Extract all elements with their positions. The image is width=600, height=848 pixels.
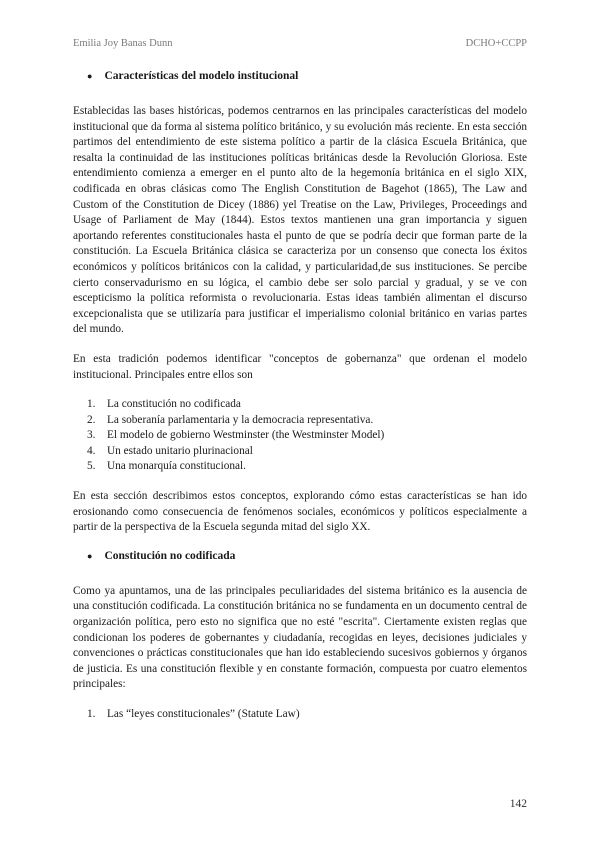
list-item-number: 1. bbox=[87, 398, 96, 411]
paragraph: En esta tradición podemos identificar "conceptos de gobernanza" que ordenan el modelo institucional. Principales entre ellos son bbox=[73, 352, 527, 381]
section-heading-text: Características del modelo institucional bbox=[104, 70, 299, 82]
list-item-number: 2. bbox=[87, 413, 96, 426]
list-item bbox=[73, 459, 527, 475]
list-item-text: Las “leyes constitucionales” (Statute Law) bbox=[107, 708, 300, 720]
list-item-number: 4. bbox=[87, 444, 96, 457]
list-item-text: La constitución no codificada bbox=[107, 398, 241, 411]
list-item bbox=[73, 707, 527, 723]
header-course: DCHO+CCPP bbox=[465, 38, 527, 49]
bullet-icon: ● bbox=[87, 71, 93, 81]
bullet-icon: ● bbox=[87, 550, 93, 561]
list-item bbox=[73, 413, 527, 429]
section-heading-text: Constitución no codificada bbox=[104, 549, 236, 562]
paragraph: Como ya apuntamos, una de las principales peculiaridades del sistema británico es la ausencia de una constitución codificada. La constitución británica no se fundamenta en un documento central de organización política, pero esto no significa que no esté "escrita". Ciertamente existen reglas que condicionan los poderes de gobernantes y ciudadanía, recogidas en leyes, decisiones judiciales y convenciones o prácticas constitucionales que han ido estableciendo sucesivos gobiernos y órganos de justicia. Es una constitución flexible y en constante formación, compuesta por cuatro elementos principales: bbox=[73, 584, 527, 691]
list-item-number: 5. bbox=[87, 460, 96, 473]
page-number: 142 bbox=[509, 798, 527, 810]
list-item-text: Un estado unitario plurinacional bbox=[107, 444, 253, 457]
section-heading bbox=[87, 550, 527, 562]
paragraph: En esta sección describimos estos conceptos, explorando cómo estas características se han ido erosionando como consecuencia de fenómenos sociales, económicos y políticos especialmente a partir de la perspectiva de la Escuela segunda mitad del siglo XX. bbox=[73, 490, 527, 534]
list-item-text: Una monarquía constitucional. bbox=[107, 460, 246, 473]
list-item-number: 3. bbox=[87, 429, 96, 442]
list-item-text: El modelo de gobierno Westminster (the Westminster Model) bbox=[107, 429, 385, 442]
list-item-text: La soberanía parlamentaria y la democracia representativa. bbox=[107, 413, 374, 426]
section-heading bbox=[87, 70, 527, 82]
list-item bbox=[73, 444, 527, 460]
numbered-list bbox=[73, 707, 527, 723]
list-item bbox=[73, 428, 527, 444]
header-author: Emilia Joy Banas Dunn bbox=[73, 38, 173, 49]
paragraph: Establecidas las bases históricas, podemos centrarnos en las principales características del modelo institucional que da forma al sistema político británico, y su evolución más reciente. En esta sección partimos del entendimiento de este sistema político a partir de la clásica Escuela Británica, que resalta la continuidad de las instituciones políticas británicas desde la Revolución Gloriosa. Este entendimiento comienza a emerger en el punto alto de la hegemonía británica en el siglo XIX, codificada en obras clásicas como The English Constitution de Bagehot (1865), The Law and Custom of the Constitution de Dicey (1886) yel Treatise on the Law, Privileges, Proceedings and Usage of Parliament de May (1844). Estos textos mantienen una gran importancia y siguen aportando referentes constitucionales hasta el punto de que se podría decir que forman parte de la constitución. La Escuela Británica clásica se caracteriza por un consenso que conecta los éxitos económicos y políticos británicos con la calidad, y particularidad,de sus instituciones. Se percibe cierto conservadurismo en su lógica, el cambio debe ser solo parcial y gradual, y se ve con escepticismo la política reformista o revolucionaria. Estas ideas también alimentan el discurso excepcionalista que se utilizaría para justificar el imperialismo colonial británico en varias partes del mundo. bbox=[73, 105, 527, 336]
page-header bbox=[73, 38, 527, 49]
list-item bbox=[73, 397, 527, 413]
list-item-number: 1. bbox=[87, 708, 96, 720]
numbered-list bbox=[73, 397, 527, 475]
page-body bbox=[73, 70, 527, 737]
